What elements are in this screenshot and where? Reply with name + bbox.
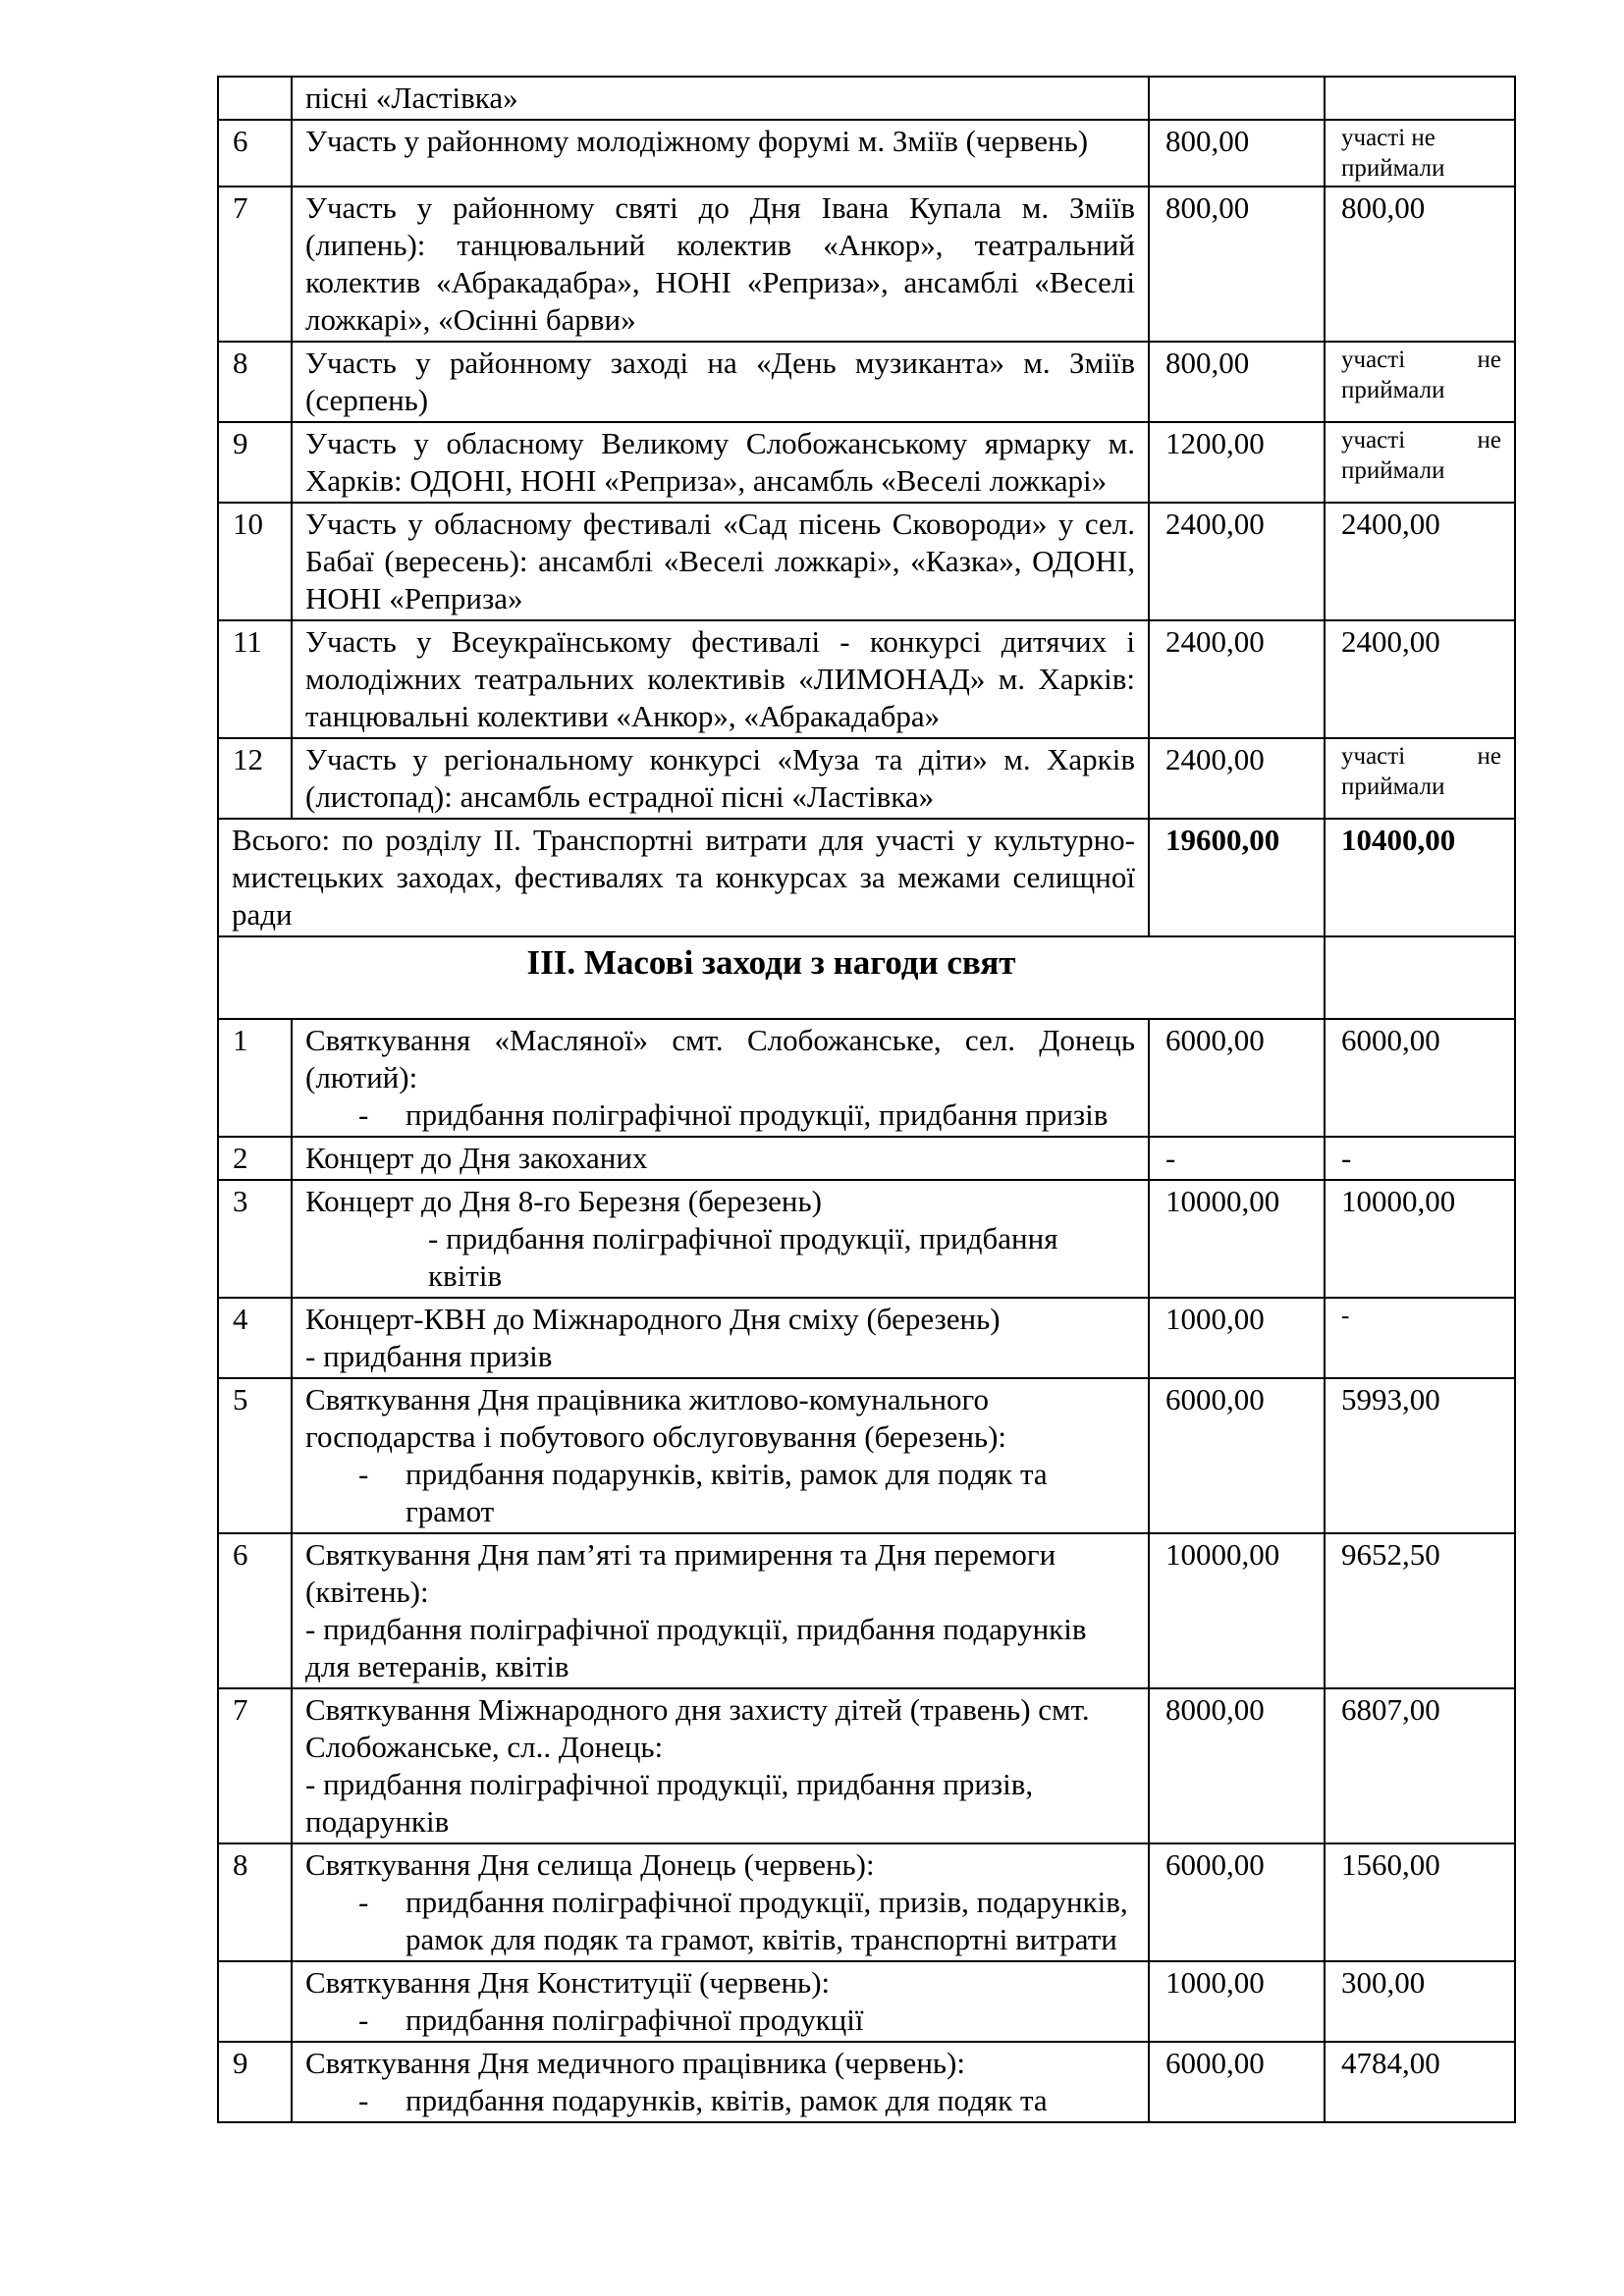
row-description: Святкування Дня працівника житлово-комунального господарства і побутового обслуговування (березень): <box>305 1382 1006 1454</box>
planned-amount: 8000,00 <box>1149 1688 1325 1843</box>
table-row <box>218 738 1515 819</box>
planned-amount: 1200,00 <box>1149 422 1325 503</box>
row-description: Концерт до Дня 8-го Березня (березень) <box>305 1184 822 1218</box>
actual-amount: 6000,00 <box>1325 1019 1515 1137</box>
planned-amount <box>1149 77 1325 120</box>
row-number: 7 <box>218 1688 292 1843</box>
planned-amount: 6000,00 <box>1149 1843 1325 1961</box>
row-number: 7 <box>218 187 292 342</box>
row-sub-item: - придбання подарунків, квітів, рамок для подяк та <box>305 2082 1135 2119</box>
row-number: 6 <box>218 1533 292 1688</box>
row-number: 12 <box>218 738 292 819</box>
row-number: 5 <box>218 1378 292 1533</box>
row-description: Участь у районному святі до Дня Івана Купала м. Зміїв (липень): танцювальний колектив «Анкор», театральний колектив «Абракадабра», НОНІ «Реприза», ансамблі «Веселі ложкарі», «Осінні барви» <box>292 187 1149 342</box>
planned-amount: 6000,00 <box>1149 1378 1325 1533</box>
row-number: 11 <box>218 620 292 738</box>
planned-amount: 10000,00 <box>1149 1180 1325 1298</box>
table-row <box>218 77 1515 120</box>
row-description: Участь у обласному Великому Слобожанському ярмарку м. Харків: ОДОНІ, НОНІ «Реприза», ансамбль «Веселі ложкарі» <box>292 422 1149 503</box>
table-row <box>218 422 1515 503</box>
row-number: 10 <box>218 503 292 620</box>
actual-amount: 10000,00 <box>1325 1180 1515 1298</box>
row-number: 2 <box>218 1137 292 1180</box>
row-sub-item: - придбання поліграфічної продукції, придбання квітів <box>428 1221 1058 1293</box>
table-row <box>218 1180 1515 1298</box>
actual-amount: 6807,00 <box>1325 1688 1515 1843</box>
actual-amount <box>1325 77 1515 120</box>
row-description: Концерт-КВН до Міжнародного Дня сміху (березень) <box>305 1302 1001 1336</box>
actual-amount-note: участі не приймали <box>1341 743 1501 800</box>
actual-amount: - <box>1325 1137 1515 1180</box>
row-number: 9 <box>218 422 292 503</box>
table-row <box>218 1688 1515 1843</box>
planned-amount: 2400,00 <box>1149 503 1325 620</box>
row-description: Участь у обласному фестивалі «Сад пісень Сковороди» у сел. Бабаї (вересень): ансамблі «Веселі ложкарі», «Казка», ОДОНІ, НОНІ «Реприза» <box>292 503 1149 620</box>
actual-amount-note: участі не приймали <box>1341 347 1501 403</box>
table-row <box>218 2042 1515 2122</box>
planned-amount: 6000,00 <box>1149 1019 1325 1137</box>
row-number: 8 <box>218 1843 292 1961</box>
actual-amount: 800,00 <box>1325 187 1515 342</box>
table-row <box>218 1843 1515 1961</box>
table-row <box>218 1298 1515 1378</box>
planned-amount: 800,00 <box>1149 187 1325 342</box>
actual-amount: 2400,00 <box>1325 620 1515 738</box>
actual-amount: 4784,00 <box>1325 2042 1515 2122</box>
planned-amount: - <box>1149 1137 1325 1180</box>
row-number: 8 <box>218 342 292 422</box>
row-number: 9 <box>218 2042 292 2122</box>
actual-amount: 2400,00 <box>1325 503 1515 620</box>
row-number: 1 <box>218 1019 292 1137</box>
planned-amount: 800,00 <box>1149 120 1325 187</box>
budget-table <box>217 76 1516 2123</box>
actual-amount: 1560,00 <box>1325 1843 1515 1961</box>
actual-amount: 5993,00 <box>1325 1378 1515 1533</box>
row-sub-item: - придбання поліграфічної продукції, придбання подарунків для ветеранів, квітів <box>305 1612 1087 1683</box>
actual-amount: - <box>1341 1303 1350 1329</box>
actual-amount: 300,00 <box>1325 1961 1515 2042</box>
section-heading-row <box>218 936 1515 1019</box>
table-row <box>218 120 1515 187</box>
row-sub-item: - придбання призів <box>305 1339 553 1373</box>
row-description: Святкування Дня пам’яті та примирення та Дня перемоги (квітень): <box>305 1537 1056 1609</box>
planned-amount: 2400,00 <box>1149 738 1325 819</box>
row-number <box>218 77 292 120</box>
row-description: Участь у районному заході на «День музиканта» м. Зміїв (серпень) <box>292 342 1149 422</box>
planned-amount: 1000,00 <box>1149 1298 1325 1378</box>
row-number <box>218 1961 292 2042</box>
total-planned: 19600,00 <box>1149 819 1325 936</box>
row-number: 4 <box>218 1298 292 1378</box>
table-row <box>218 1961 1515 2042</box>
row-sub-item: - придбання поліграфічної продукції, придбання призів, подарунків <box>305 1767 1034 1839</box>
row-description: Святкування Дня Конституції (червень): <box>305 1965 831 2000</box>
row-description: Святкування «Масляної» смт. Слобожанське, сел. Донець (лютий): <box>305 1023 1135 1095</box>
planned-amount: 2400,00 <box>1149 620 1325 738</box>
table-row <box>218 1533 1515 1688</box>
table-row <box>218 342 1515 422</box>
row-description: Концерт до Дня закоханих <box>292 1137 1149 1180</box>
planned-amount: 6000,00 <box>1149 2042 1325 2122</box>
planned-amount: 1000,00 <box>1149 1961 1325 2042</box>
row-sub-item: - придбання поліграфічної продукції, придбання призів <box>305 1096 1135 1134</box>
planned-amount: 800,00 <box>1149 342 1325 422</box>
row-number: 6 <box>218 120 292 187</box>
total-row <box>218 819 1515 936</box>
table-row <box>218 1019 1515 1137</box>
row-sub-item: - придбання поліграфічної продукції, призів, подарунків, рамок для подяк та грамот, квітів, транспортні витрати <box>305 1884 1135 1958</box>
row-description: пісні «Ластівка» <box>292 77 1149 120</box>
planned-amount: 10000,00 <box>1149 1533 1325 1688</box>
row-description: Святкування Дня селища Донець (червень): <box>305 1847 875 1882</box>
row-description: Участь у Всеукраїнському фестивалі - конкурсі дитячих і молодіжних театральних колективів «ЛИМОНАД» м. Харків: танцювальні колективи «Анкор», «Абракадабра» <box>292 620 1149 738</box>
row-number: 3 <box>218 1180 292 1298</box>
section-title: ІІІ. Масові заходи з нагоди свят <box>218 936 1325 1019</box>
table-row <box>218 1137 1515 1180</box>
row-description: Участь у районному молодіжному форумі м. Зміїв (червень) <box>292 120 1149 187</box>
row-description: Святкування Дня медичного працівника (червень): <box>305 2046 965 2080</box>
row-sub-item: - придбання поліграфічної продукції <box>305 2002 1135 2039</box>
total-actual: 10400,00 <box>1325 819 1515 936</box>
table-row <box>218 503 1515 620</box>
table-row <box>218 1378 1515 1533</box>
table-row <box>218 620 1515 738</box>
row-sub-item: - придбання подарунків, квітів, рамок для подяк та грамот <box>305 1456 1135 1530</box>
actual-amount-note: участі не приймали <box>1341 125 1445 182</box>
actual-amount-note: участі не приймали <box>1341 427 1501 484</box>
row-description: Участь у регіональному конкурсі «Муза та діти» м. Харків (листопад): ансамбль естрадної пісні «Ластівка» <box>292 738 1149 819</box>
table-row <box>218 187 1515 342</box>
row-description: Святкування Міжнародного дня захисту дітей (травень) смт. Слобожанське, сл.. Донець: <box>305 1692 1090 1764</box>
actual-amount: 9652,50 <box>1325 1533 1515 1688</box>
total-label: Всього: по розділу ІІ. Транспортні витрати для участі у культурно-мистецьких заходах, фестивалях та конкурсах за межами селищної ради <box>218 819 1149 936</box>
